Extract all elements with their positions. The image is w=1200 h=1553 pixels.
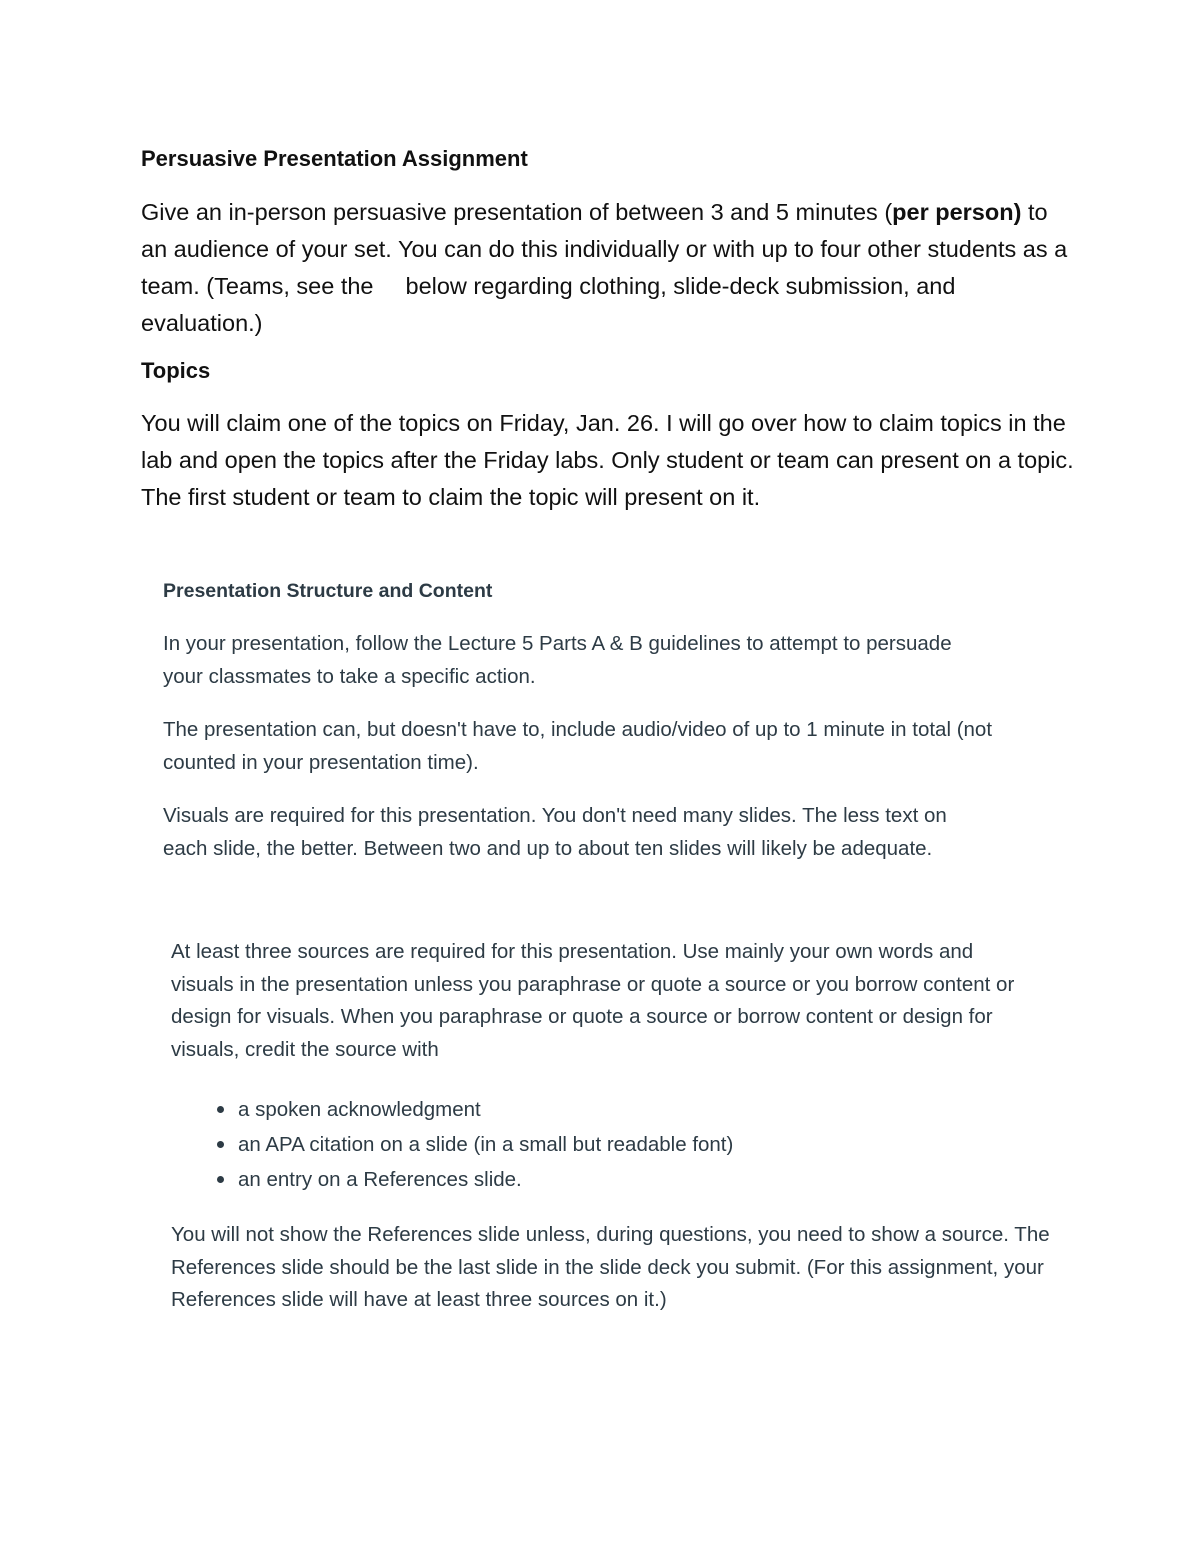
list-item-text: a spoken acknowledgment <box>238 1098 481 1121</box>
list-item <box>217 1162 917 1197</box>
credit-list <box>217 1092 917 1197</box>
intro-text-2: to an audience of your set. You can do this individually or with up to four other students as a team. (Teams, see the <box>141 199 1068 299</box>
intro-text-1: Give an in-person persuasive presentation of between 3 and 5 minutes ( <box>141 199 893 225</box>
intro-paragraph <box>141 194 1071 342</box>
topics-heading: Topics <box>141 358 211 383</box>
bullet-icon <box>217 1106 224 1113</box>
structure-paragraph-audio-video: The presentation can, but doesn't have to, include audio/video of up to 1 minute in total (not counted in your presentation time). <box>163 718 993 774</box>
structure-paragraph-guidelines: In your presentation, follow the Lecture 5 Parts A & B guidelines to attempt to persuade your classmates to take a specific action. <box>163 632 952 688</box>
references-paragraph: You will not show the References slide unless, during questions, you need to show a source. The References slide should be the last slide in the slide deck you submit. (For this assignment, your References slide will have at least three sources on it.) <box>171 1223 1050 1311</box>
structure-heading: Presentation Structure and Content <box>163 580 493 602</box>
sources-paragraph: At least three sources are required for this presentation. Use mainly your own words and visuals in the presentation unless you paraphrase or quote a source or you borrow content or design for visuals. When you paraphrase or quote a source or borrow content or design for visuals, credit the source with <box>171 940 1015 1061</box>
document-title: Persuasive Presentation Assignment <box>141 146 528 171</box>
list-item-text: an entry on a References slide. <box>238 1168 522 1191</box>
topics-paragraph: You will claim one of the topics on Friday, Jan. 26. I will go over how to claim topics in the lab and open the topics after the Friday labs. Only student or team can present on a topic. The first student or team to claim the topic will present on it. <box>141 410 1074 510</box>
intro-bold-per-person: per person) <box>892 199 1022 225</box>
intro-text-3: below regarding clothing, slide-deck submission, and evaluation.) <box>141 273 956 336</box>
list-item <box>217 1127 917 1162</box>
list-item-text: an APA citation on a slide (in a small but readable font) <box>238 1133 734 1156</box>
bullet-icon <box>217 1141 224 1148</box>
list-item <box>217 1092 917 1127</box>
structure-paragraph-visuals: Visuals are required for this presentation. You don't need many slides. The less text on each slide, the better. Between two and up to about ten slides will likely be adequate. <box>163 804 947 860</box>
bullet-icon <box>217 1176 224 1183</box>
